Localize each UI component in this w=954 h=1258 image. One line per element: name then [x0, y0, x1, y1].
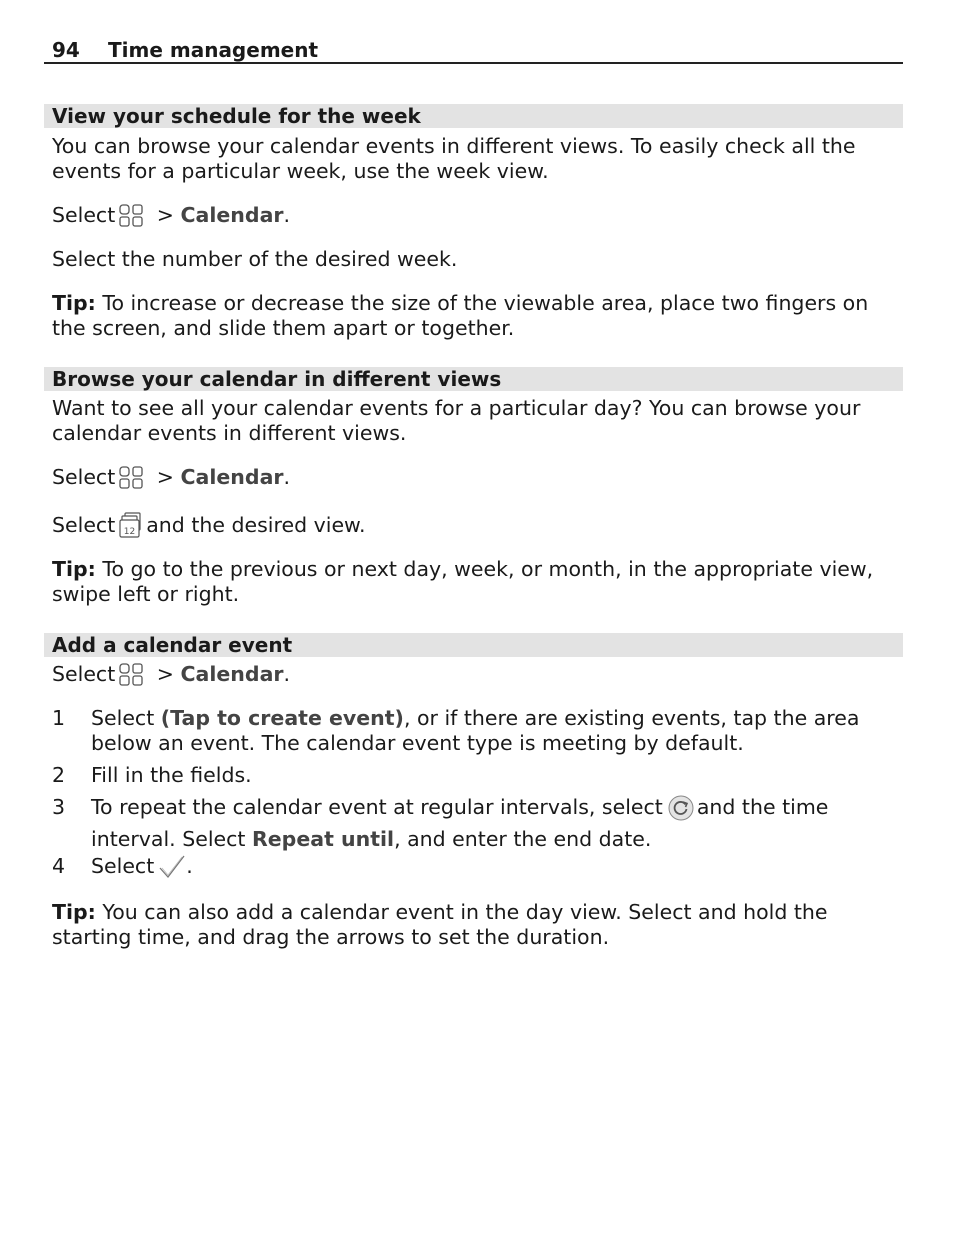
repeat-icon [668, 795, 694, 827]
tip-label: Tip: [52, 557, 96, 581]
instruction-select-view: Select 12 and the desired view. [52, 511, 902, 545]
instruction-open-calendar: Select > Calendar. [52, 203, 902, 235]
list-item: 1 Select (Tap to create event), or if there are existing events, tap the area below an event. The calendar event type is meeting by default. [52, 706, 860, 755]
tip-label: Tip: [52, 900, 96, 924]
paragraph-week-intro: You can browse your calendar events in different views. To easily check all the events for a particular week, use the week view. [52, 134, 856, 183]
list-item: 4 Select . [52, 854, 902, 886]
calendar-label: Calendar [180, 662, 284, 686]
instruction-open-calendar: Select > Calendar. [52, 465, 902, 497]
app-grid-icon [118, 465, 146, 497]
paragraph-views-intro: Want to see all your calendar events for a particular day? You can browse your calendar events in different views. [52, 396, 861, 445]
calendar-label: Calendar [180, 203, 284, 227]
tip-views: Tip: To go to the previous or next day, week, or month, in the appropriate view, swipe left or right. [52, 557, 874, 606]
calendar-label: Calendar [180, 465, 284, 489]
section-heading-week: View your schedule for the week [44, 104, 903, 128]
checkmark-icon [158, 854, 186, 886]
app-grid-icon [118, 203, 146, 235]
list-item: 2 Fill in the fields. [52, 763, 252, 787]
repeat-until-label: Repeat until [251, 827, 395, 851]
calendar-view-icon-number: 12 [124, 527, 136, 537]
paragraph-select-week: Select the number of the desired week. [52, 247, 458, 271]
section-heading-add-event: Add a calendar event [44, 633, 903, 657]
step-number: 1 [52, 706, 66, 730]
step-number: 4 [52, 854, 66, 878]
chapter-title: Time management [108, 38, 319, 62]
step-number: 3 [52, 795, 66, 819]
instruction-open-calendar: Select > Calendar. [52, 662, 902, 694]
page-header [44, 37, 903, 64]
step-number: 2 [52, 763, 66, 787]
tap-to-create-event-label: (Tap to create event) [160, 706, 404, 730]
calendar-view-icon [118, 511, 144, 545]
tip-add-event: Tip: You can also add a calendar event in the day view. Select and hold the starting time, and drag the arrows to set the duration. [52, 900, 828, 949]
app-grid-icon [118, 662, 146, 694]
tip-week: Tip: To increase or decrease the size of the viewable area, place two fingers on the screen, and slide them apart or together. [52, 291, 869, 340]
list-item: 3 To repeat the calendar event at regular intervals, select and the time interval. Select Repeat until, and enter the end date. [52, 795, 829, 851]
page-number: 94 [52, 38, 80, 62]
tip-label: Tip: [52, 291, 96, 315]
section-heading-views: Browse your calendar in different views [44, 367, 903, 391]
